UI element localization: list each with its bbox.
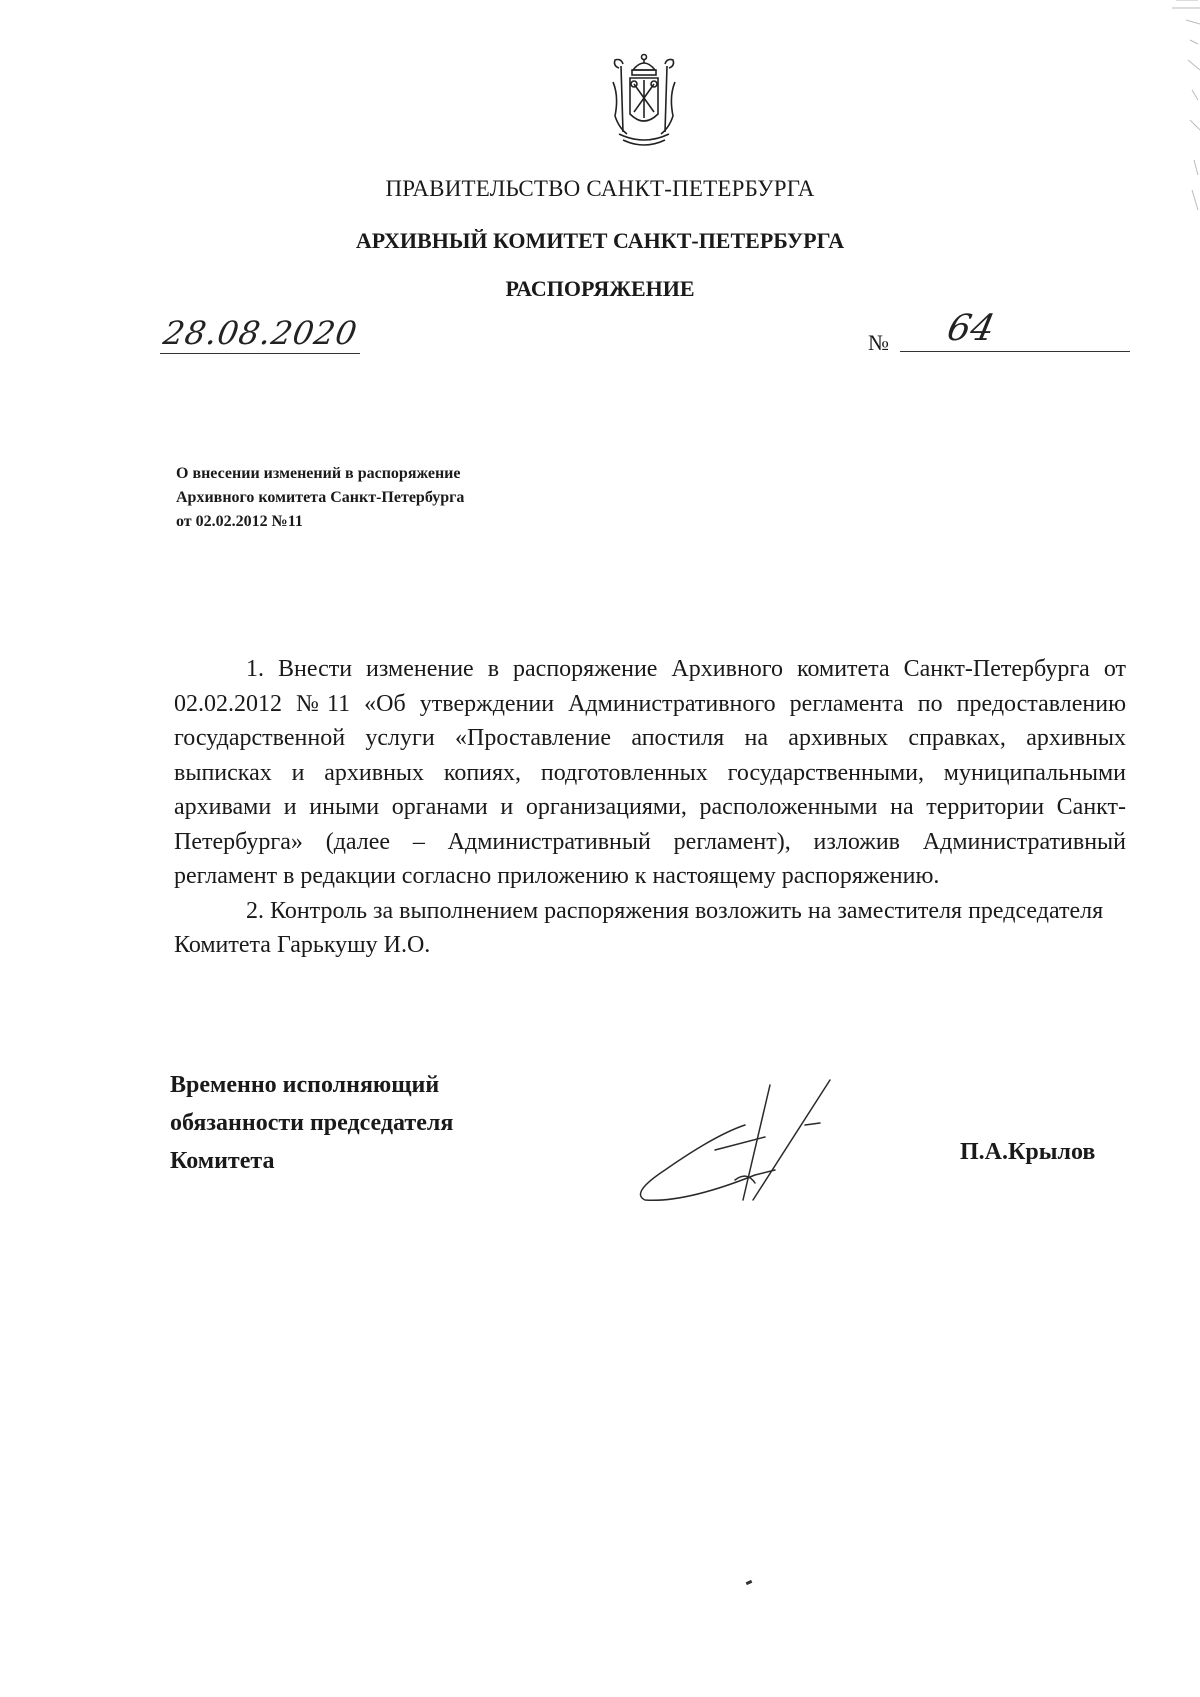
- signatory-title-line: Временно исполняющий: [170, 1072, 440, 1098]
- handwritten-date: 28.08.2020: [160, 314, 361, 352]
- date-field: [160, 314, 360, 358]
- body-paragraph-2: 2. Контроль за выполнением распоряжения возложить на заместителя председателя Комитета Гарькушу И.О.: [174, 897, 1104, 958]
- document-body: [174, 652, 1126, 963]
- handwritten-signature: [625, 1075, 855, 1215]
- scan-noise-icon: [1168, 0, 1200, 215]
- number-label: №: [868, 330, 889, 355]
- signature-icon: [625, 1075, 855, 1215]
- date-underline: [160, 353, 360, 354]
- signatory-name: П.А.Крылов: [960, 1139, 1096, 1165]
- signatory-title: [170, 1066, 590, 1180]
- scan-edge-artifact: [1168, 0, 1200, 215]
- subject-line: от 02.02.2012 №11: [176, 513, 303, 530]
- subject-line: Архивного комитета Санкт-Петербурга: [176, 489, 465, 506]
- subject-block: [176, 462, 576, 534]
- coat-of-arms-emblem: [605, 52, 683, 152]
- committee-heading: АРХИВНЫЙ КОМИТЕТ САНКТ-ПЕТЕРБУРГА: [355, 228, 845, 253]
- number-underline: [900, 351, 1130, 352]
- subject-line: О внесении изменений в распоряжение: [176, 465, 461, 482]
- coat-of-arms-icon: [605, 52, 683, 152]
- document-type-heading: РАСПОРЯЖЕНИЕ: [505, 276, 695, 301]
- government-heading: ПРАВИТЕЛЬСТВО САНКТ-ПЕТЕРБУРГА: [385, 176, 815, 201]
- handwritten-number: 64: [943, 308, 999, 349]
- number-field: [900, 308, 1130, 358]
- signatory-title-line: обязанности председателя: [170, 1110, 454, 1136]
- signatory-title-line: Комитета: [170, 1148, 275, 1174]
- body-paragraph-1: 1. Внести изменение в распоряжение Архивного комитета Санкт-Петербурга от 02.02.2012 №11 «Об утверждении Административного регламента по предоставлению государственной услуги «Проставление апостиля на архивных справках, архивных выписках и архивных копиях, подготовленных государственными, муниципальными архивами и иными органами и организациями, расположенными на территории Санкт-Петербурга» (далее – Административный регламент), изложив Административный регламент в редакции согласно приложению к настоящему распоряжению.: [174, 656, 1126, 889]
- stray-mark: [746, 1580, 753, 1585]
